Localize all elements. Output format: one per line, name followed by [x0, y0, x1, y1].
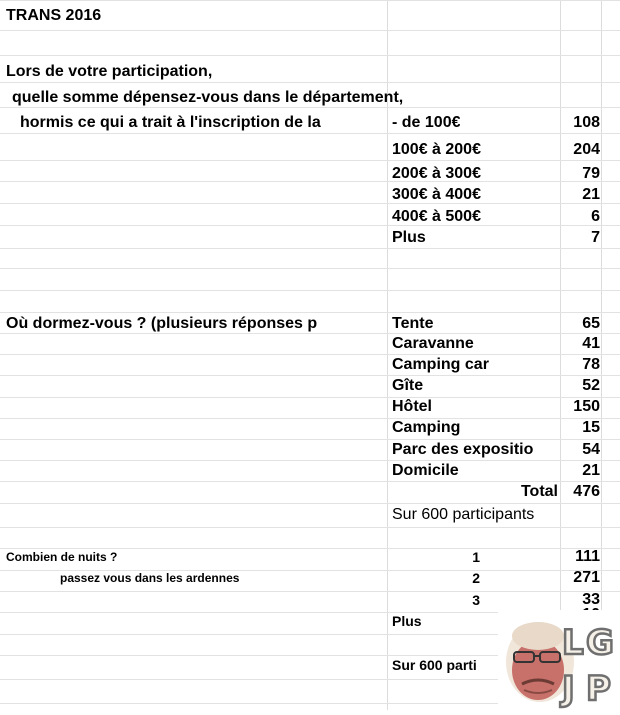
answer-label: 200€ à 300€	[392, 165, 481, 182]
answer-label: Camping	[392, 419, 461, 436]
total-value: 476	[573, 483, 600, 500]
row-divider	[0, 30, 620, 31]
row-divider	[0, 160, 620, 161]
answer-label: Caravanne	[392, 335, 474, 352]
question-1-line-1: Lors de votre participation,	[6, 63, 213, 80]
answer-label: - de 100€	[392, 114, 461, 131]
row-divider	[0, 591, 620, 592]
answer-label: 100€ à 200€	[392, 141, 481, 158]
answer-count: 79	[582, 165, 600, 182]
nights-plus-label: Plus	[392, 613, 422, 629]
answer-count: 54	[582, 441, 600, 458]
total-label: Total	[520, 483, 558, 500]
svg-text:G: G	[586, 623, 614, 663]
answer-label: Tente	[392, 315, 434, 332]
answer-label: Camping car	[392, 356, 489, 373]
row-divider	[0, 181, 620, 182]
answer-label: Plus	[392, 229, 426, 246]
row-divider	[0, 268, 620, 269]
row-divider	[0, 460, 620, 461]
answer-count: 21	[582, 462, 600, 479]
question-3-line-2: passez vous dans les ardennes	[60, 571, 240, 585]
row-divider	[0, 503, 620, 504]
row-divider	[0, 290, 620, 291]
answer-label: Gîte	[392, 377, 424, 394]
answer-count: 65	[582, 315, 600, 332]
answer-label: Domicile	[392, 462, 459, 479]
answer-count: 78	[582, 356, 600, 373]
row-divider	[0, 0, 620, 1]
row-divider	[0, 375, 620, 376]
row-divider	[0, 203, 620, 204]
row-divider	[0, 354, 620, 355]
row-divider	[0, 133, 620, 134]
answer-label: Parc des expositio	[392, 441, 534, 458]
row-divider	[0, 225, 620, 226]
answer-label: Hôtel	[392, 398, 432, 415]
row-divider	[0, 82, 620, 83]
answer-count: 108	[573, 114, 600, 131]
answer-count: 21	[582, 186, 600, 203]
row-divider	[0, 248, 620, 249]
row-divider	[0, 397, 620, 398]
question-3-line-1: Combien de nuits ?	[6, 550, 118, 564]
answer-count: 41	[582, 335, 600, 352]
answer-count: 15	[582, 419, 600, 436]
nights-count: 271	[573, 569, 600, 586]
nights-label: 2	[472, 570, 480, 586]
nights-count: 33	[582, 591, 600, 608]
svg-text:J: J	[562, 669, 575, 709]
participants-note: Sur 600 parti	[392, 657, 477, 673]
answer-count: 6	[591, 208, 600, 225]
row-divider	[0, 55, 620, 56]
face-watermark-icon	[498, 610, 620, 710]
question-1-line-3: hormis ce qui a trait à l'inscription de la	[20, 114, 321, 131]
page-title: TRANS 2016	[6, 7, 102, 24]
row-divider	[0, 418, 620, 419]
svg-text:L: L	[562, 623, 584, 663]
nights-count: 111	[575, 548, 600, 565]
nights-label: 1	[472, 549, 480, 565]
svg-text:P: P	[586, 669, 611, 709]
question-1-line-2: quelle somme dépensez-vous dans le département,	[12, 89, 404, 106]
answer-count: 150	[573, 398, 600, 415]
question-2: Où dormez-vous ? (plusieurs réponses p	[6, 315, 318, 332]
participants-note: Sur 600 participants	[392, 506, 535, 523]
answer-label: 400€ à 500€	[392, 208, 481, 225]
answer-count: 7	[591, 229, 600, 246]
row-divider	[0, 312, 620, 313]
answer-count: 52	[582, 377, 600, 394]
nights-label: 3	[472, 592, 480, 608]
answer-count: 204	[573, 141, 600, 158]
row-divider	[0, 527, 620, 528]
answer-label: 300€ à 400€	[392, 186, 481, 203]
watermark-logo	[498, 610, 620, 710]
